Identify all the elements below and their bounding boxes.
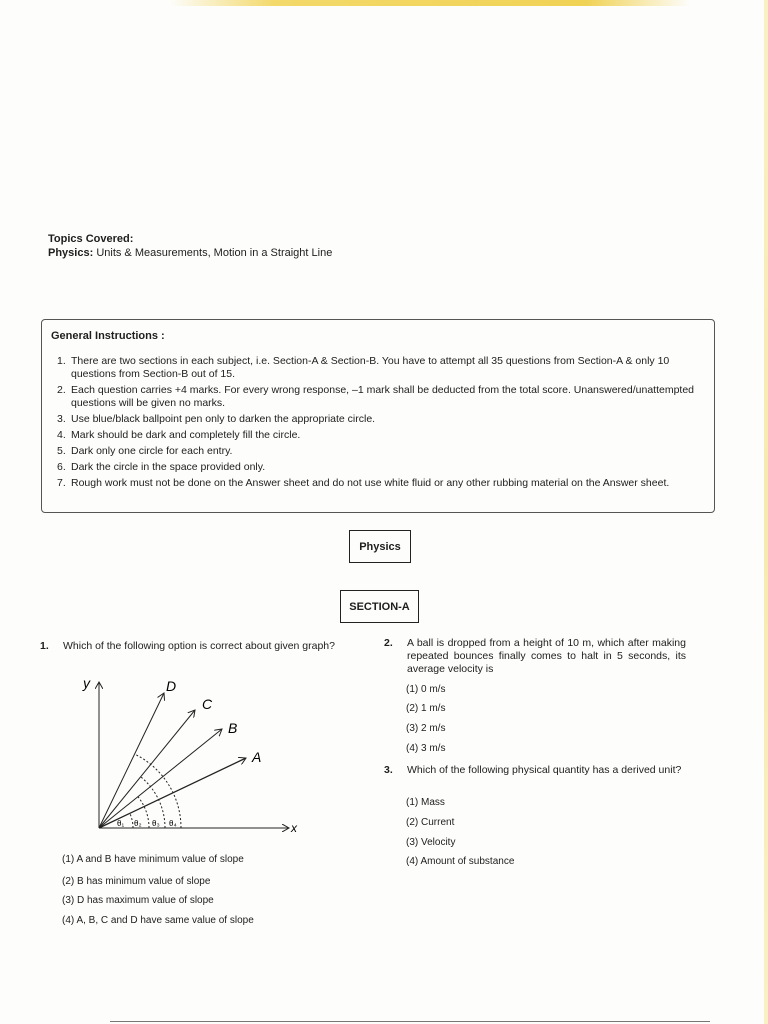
instruction-text: Mark should be dark and completely fill the circle.	[71, 429, 301, 441]
question-text: Which of the following option is correct about given graph?	[63, 640, 335, 652]
page-bottom-rule	[110, 1021, 710, 1022]
instruction-item	[51, 461, 705, 474]
q1-option-2[interactable]: (2) B has minimum value of slope	[62, 876, 211, 887]
q2-option-2[interactable]: (2) 1 m/s	[406, 703, 446, 714]
paper-edge-highlight-top	[170, 0, 690, 6]
subject-label-box: Physics	[349, 530, 411, 563]
instruction-number: 2.	[57, 384, 66, 396]
angle-label-2: θ₂	[134, 819, 142, 828]
slope-graph	[75, 672, 315, 842]
instruction-number: 7.	[57, 477, 66, 489]
q1-option-4[interactable]: (4) A, B, C and D have same value of slope	[62, 915, 254, 926]
q3-option-1[interactable]: (1) Mass	[406, 797, 445, 808]
general-instructions-box	[41, 319, 715, 513]
instruction-text: Use blue/black ballpoint pen only to darken the appropriate circle.	[71, 413, 376, 425]
y-axis-label: y	[83, 675, 90, 691]
question-1	[40, 640, 350, 653]
line-a-label: A	[252, 749, 262, 765]
question-number: 1.	[40, 640, 49, 652]
instruction-text: Dark the circle in the space provided only.	[71, 461, 266, 473]
q2-option-4[interactable]: (4) 3 m/s	[406, 743, 446, 754]
angle-arc-4	[135, 754, 181, 828]
topics-heading: Topics Covered:	[48, 233, 134, 245]
question-text: A ball is dropped from a height of 10 m, which after making repeated bounces finally comes to halt in 5 seconds, its average velocity is	[407, 637, 686, 675]
instructions-list	[51, 355, 705, 490]
question-text: Which of the following physical quantity has a derived unit?	[407, 764, 682, 776]
instruction-number: 5.	[57, 445, 66, 457]
x-axis-label: x	[291, 821, 297, 835]
instruction-number: 4.	[57, 429, 66, 441]
paper-edge-highlight-right	[764, 0, 768, 1024]
question-2	[384, 637, 686, 676]
instruction-item	[51, 413, 705, 426]
instruction-item	[51, 445, 705, 458]
line-d-label: D	[166, 678, 177, 694]
instruction-number: 3.	[57, 413, 66, 425]
q3-option-3[interactable]: (3) Velocity	[406, 837, 456, 848]
instruction-item	[51, 429, 705, 442]
instruction-item	[51, 384, 705, 410]
line-b-label: B	[228, 720, 238, 736]
instruction-text: Rough work must not be done on the Answer sheet and do not use white fluid or any other rubbing material on the Answer sheet.	[71, 477, 670, 489]
angle-label-4: θ₄	[169, 819, 177, 828]
q3-option-4[interactable]: (4) Amount of substance	[406, 856, 515, 867]
angle-label-3: θ₃	[152, 819, 160, 828]
section-label-box: SECTION-A	[340, 590, 419, 623]
instruction-number: 1.	[57, 355, 66, 367]
topics-physics-label: Physics:	[48, 247, 94, 259]
instructions-title: General Instructions :	[51, 330, 165, 342]
question-3	[384, 764, 686, 777]
instruction-text: There are two sections in each subject, i.e. Section-A & Section-B. You have to attempt all 35 questions from Section-A & only 10 questions from Section-B out of 15.	[71, 355, 670, 380]
angle-arc-1	[130, 813, 133, 828]
line-c-label: C	[202, 696, 213, 712]
q2-option-3[interactable]: (3) 2 m/s	[406, 723, 446, 734]
instruction-item	[51, 355, 705, 381]
instruction-number: 6.	[57, 461, 66, 473]
topics-covered	[48, 232, 332, 260]
question-number: 2.	[384, 637, 393, 649]
q1-option-3[interactable]: (3) D has maximum value of slope	[62, 895, 214, 906]
topics-physics-line	[48, 246, 332, 260]
instruction-text: Each question carries +4 marks. For every wrong response, –1 mark shall be deducted from the total score. Unanswered/unattempted questions will be given no marks.	[71, 384, 695, 409]
instruction-text: Dark only one circle for each entry.	[71, 445, 233, 457]
q1-option-1[interactable]: (1) A and B have minimum value of slope	[62, 854, 244, 865]
q3-option-2[interactable]: (2) Current	[406, 817, 455, 828]
topics-physics-list: Units & Measurements, Motion in a Straight Line	[96, 247, 333, 259]
instruction-item	[51, 477, 705, 490]
question-number: 3.	[384, 764, 393, 776]
angle-label-1: θ₁	[117, 819, 125, 828]
q2-option-1[interactable]: (1) 0 m/s	[406, 684, 446, 695]
